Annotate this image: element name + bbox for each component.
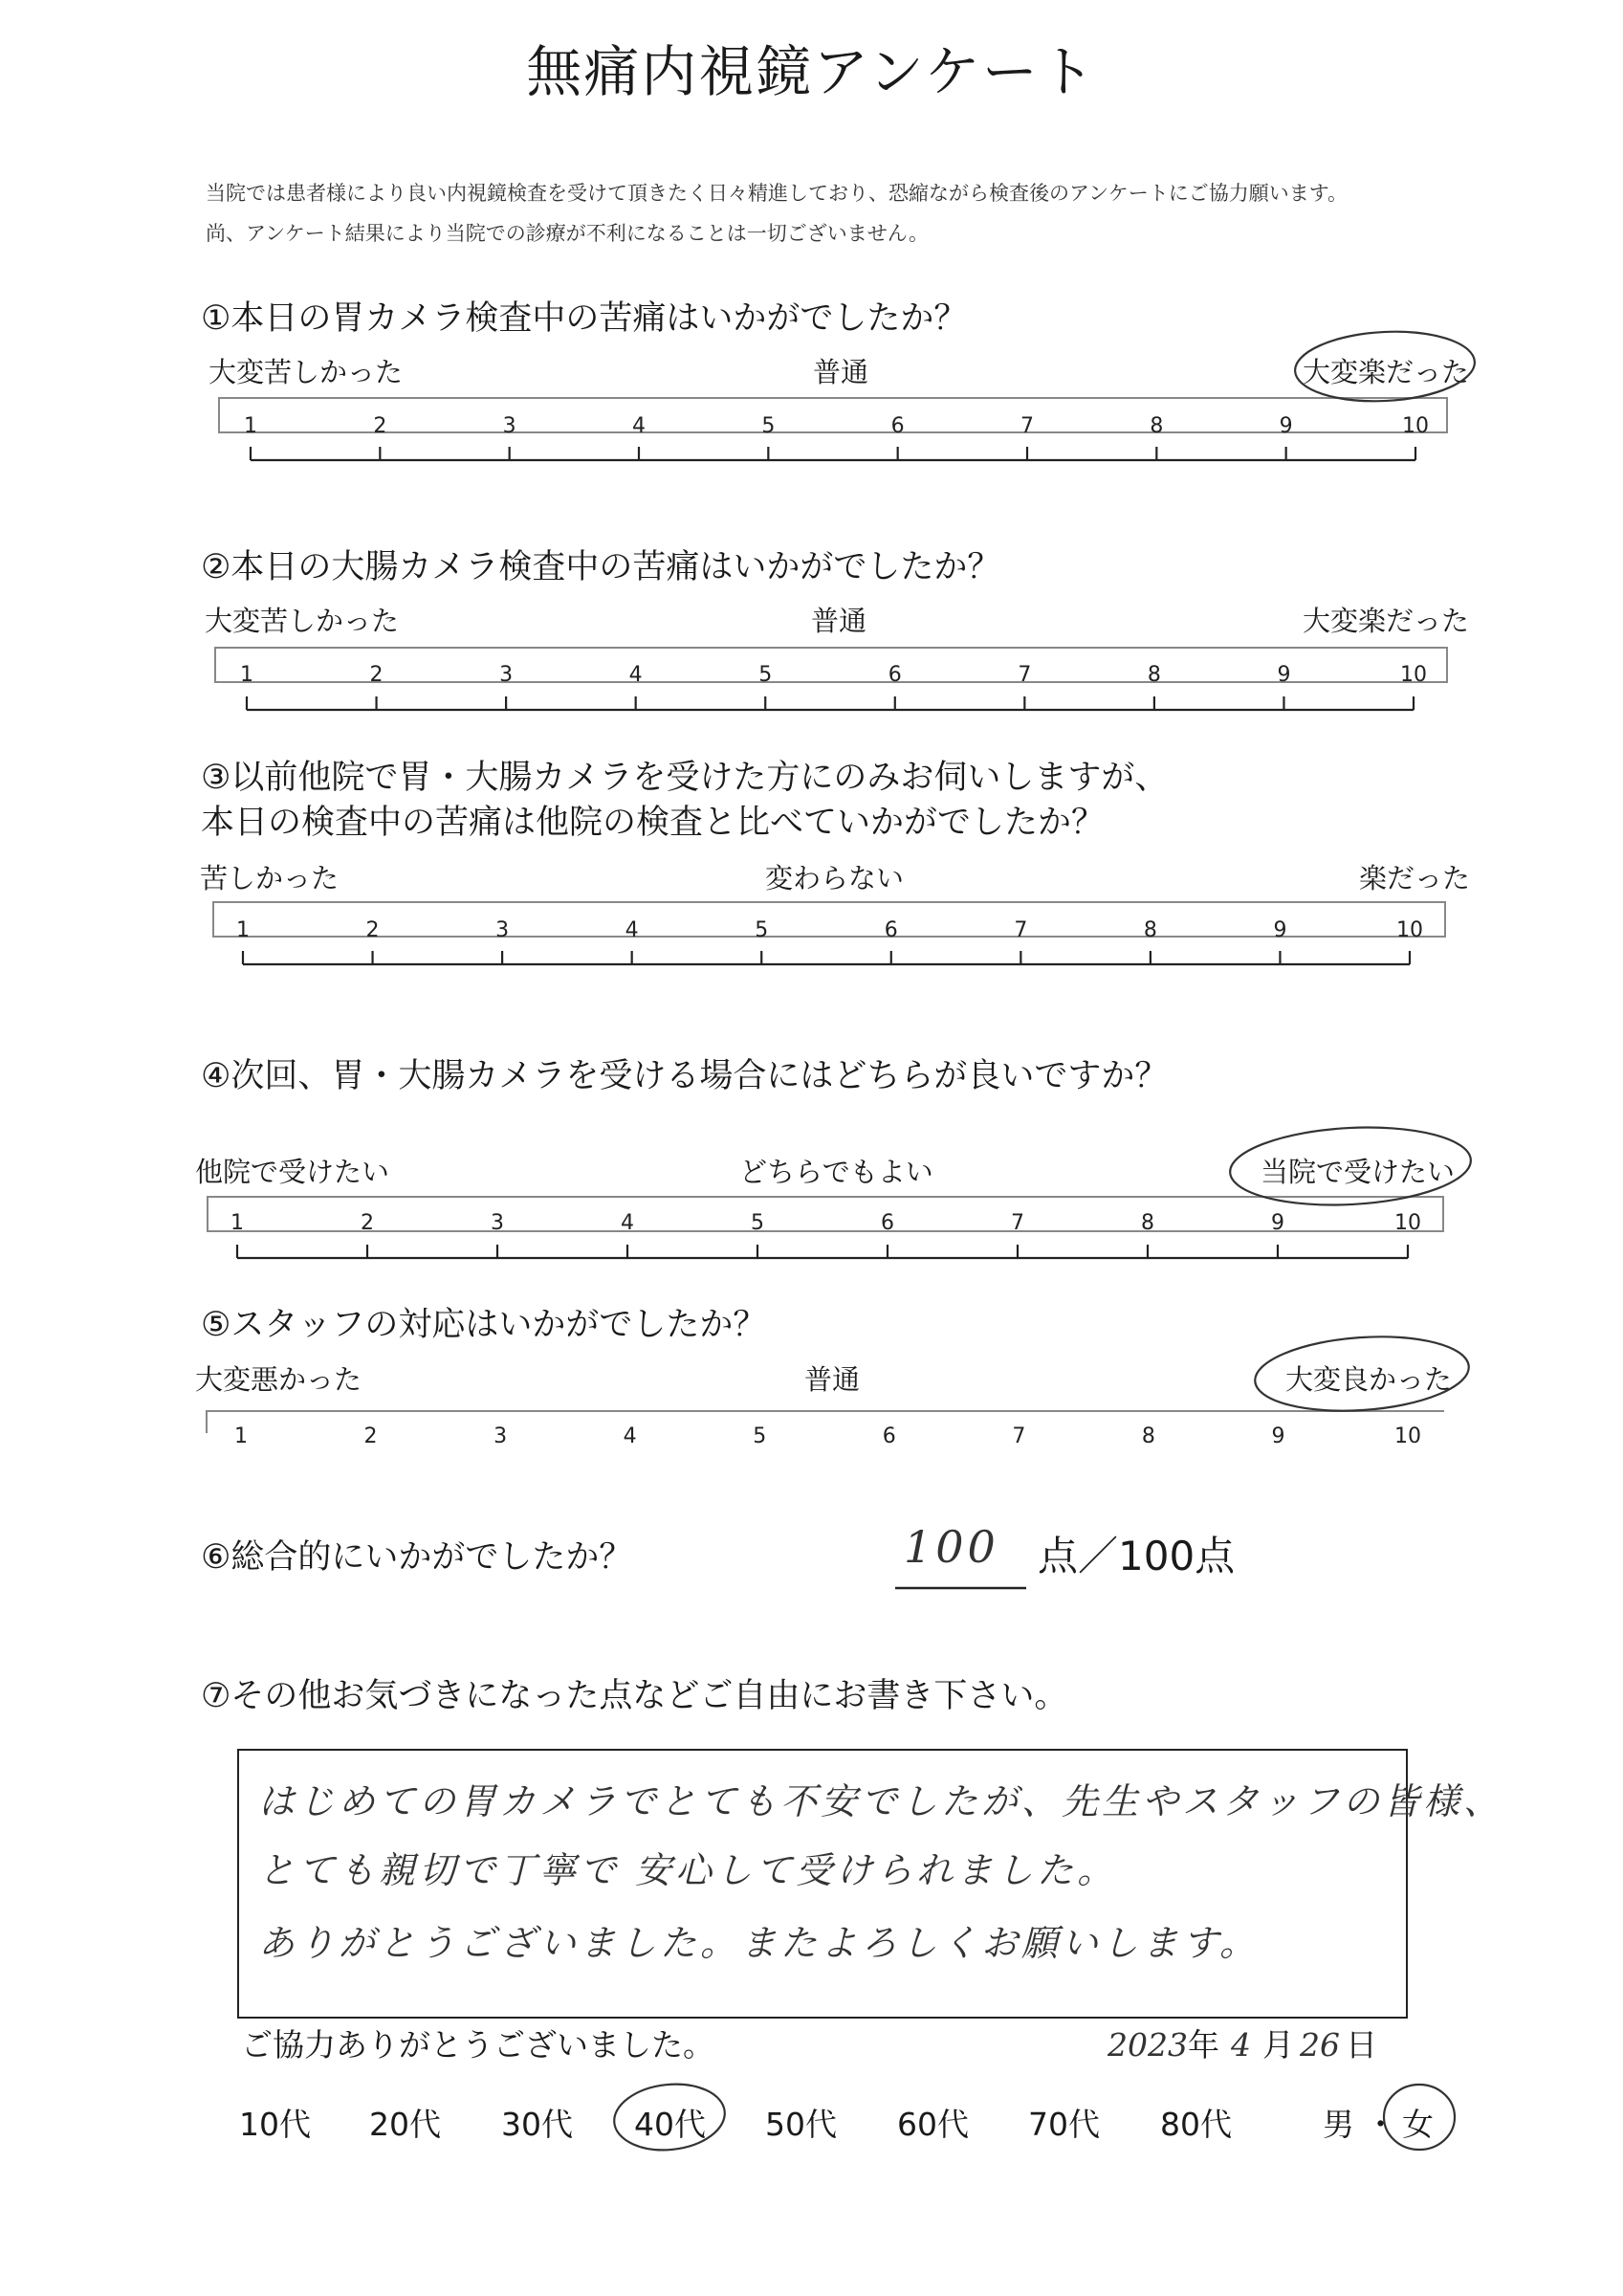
- q5-scale-number-4[interactable]: 4: [623, 1424, 637, 1448]
- gender-separator: ・: [1365, 2106, 1396, 2143]
- date-month-suffix: 月: [1261, 2026, 1294, 2064]
- q3-scale-number-1[interactable]: 1: [236, 918, 250, 942]
- q5-scale-number-6[interactable]: 6: [882, 1424, 896, 1448]
- q5-scale-number-1[interactable]: 1: [234, 1424, 248, 1448]
- q1-left-label: 大変苦しかった: [208, 356, 404, 388]
- q3-scale[interactable]: [212, 901, 1446, 938]
- q1-mid-label: 普通: [813, 356, 869, 388]
- q2-scale-number-10[interactable]: 10: [1400, 663, 1427, 687]
- question-2: ②本日の大腸カメラ検査中の苦痛はいかがでしたか？: [201, 548, 1001, 586]
- intro-line-2: 尚、アンケート結果により当院での診療が不利になることは一切ございません。: [206, 222, 929, 245]
- q4-left-label: 他院で受けたい: [195, 1156, 390, 1188]
- q5-mid-label: 普通: [804, 1363, 861, 1396]
- question-6: ⑥総合的にいかがでしたか？: [201, 1538, 633, 1577]
- q1-scale-number-3[interactable]: 3: [502, 414, 516, 438]
- q4-scale-number-9[interactable]: 9: [1271, 1211, 1284, 1235]
- q4-scale-number-8[interactable]: 8: [1141, 1211, 1154, 1235]
- total-score-answer[interactable]: 100: [904, 1521, 999, 1573]
- q2-scale-number-2[interactable]: 2: [369, 663, 384, 687]
- q2-scale-number-3[interactable]: 3: [499, 663, 514, 687]
- q5-scale-number-3[interactable]: 3: [493, 1424, 508, 1448]
- intro-line-1: 当院では患者様により良い内視鏡検査を受けて頂きたく日々精進しており、恐縮ながら検査後のアンケートにご協力願います。: [206, 182, 1349, 205]
- q1-scale-number-9[interactable]: 9: [1279, 414, 1293, 438]
- q3-scale-number-9[interactable]: 9: [1273, 918, 1287, 942]
- gender-female[interactable]: 女: [1402, 2106, 1434, 2143]
- q5-right-label[interactable]: 大変良かった: [1285, 1363, 1453, 1396]
- q2-scale-number-1[interactable]: 1: [240, 663, 253, 687]
- q3-scale-number-10[interactable]: 10: [1396, 918, 1423, 942]
- age-30s[interactable]: 30代: [501, 2106, 573, 2143]
- q2-scale-number-5[interactable]: 5: [758, 663, 773, 687]
- q1-scale-number-1[interactable]: 1: [244, 414, 257, 438]
- q3-scale-number-6[interactable]: 6: [884, 918, 898, 942]
- q3-scale-number-7[interactable]: 7: [1014, 918, 1028, 942]
- q4-mid-label: どちらでもよい: [739, 1156, 933, 1188]
- question-1: ①本日の胃カメラ検査中の苦痛はいかがでしたか？: [201, 299, 968, 338]
- page-title: 無痛内視鏡アンケート: [526, 39, 1097, 104]
- q5-left-label: 大変悪かった: [195, 1363, 362, 1396]
- q5-scale-number-8[interactable]: 8: [1141, 1424, 1155, 1448]
- q4-scale-number-3[interactable]: 3: [491, 1211, 504, 1235]
- q4-scale-number-7[interactable]: 7: [1011, 1211, 1024, 1235]
- q3-left-label: 苦しかった: [200, 862, 340, 894]
- q1-scale-number-8[interactable]: 8: [1150, 414, 1164, 438]
- q4-scale-number-6[interactable]: 6: [881, 1211, 894, 1235]
- q3-scale-number-3[interactable]: 3: [495, 918, 510, 942]
- age-20s[interactable]: 20代: [369, 2106, 441, 2143]
- age-40s[interactable]: 40代: [634, 2106, 706, 2143]
- q4-scale-number-2[interactable]: 2: [361, 1211, 374, 1235]
- q1-scale[interactable]: [218, 397, 1448, 433]
- age-50s[interactable]: 50代: [765, 2106, 837, 2143]
- question-4: ④次回、胃・大腸カメラを受ける場合にはどちらが良いですか？: [201, 1057, 1169, 1095]
- date-day-suffix: 日: [1345, 2026, 1377, 2064]
- age-10s[interactable]: 10代: [239, 2106, 311, 2143]
- q4-scale-number-4[interactable]: 4: [621, 1211, 634, 1235]
- question-3-line-2: 本日の検査中の苦痛は他院の検査と比べていかがでしたか？: [201, 804, 1106, 842]
- thanks-text: ご協力ありがとうございました。: [241, 2026, 714, 2064]
- q2-mid-label: 普通: [811, 605, 867, 637]
- q2-scale-number-4[interactable]: 4: [628, 663, 643, 687]
- q2-scale[interactable]: [214, 647, 1448, 683]
- q4-scale-number-5[interactable]: 5: [751, 1211, 764, 1235]
- age-60s[interactable]: 60代: [897, 2106, 969, 2143]
- gender-male[interactable]: 男: [1323, 2106, 1354, 2143]
- date-year-suffix: 年: [1187, 2026, 1219, 2064]
- q2-right-label[interactable]: 大変楽だった: [1303, 605, 1470, 637]
- q1-scale-number-7[interactable]: 7: [1020, 414, 1034, 438]
- q5-scale-number-7[interactable]: 7: [1012, 1424, 1026, 1448]
- q3-right-label[interactable]: 楽だった: [1359, 862, 1471, 894]
- q1-scale-number-10[interactable]: 10: [1402, 414, 1429, 438]
- q2-left-label: 大変苦しかった: [205, 605, 400, 637]
- q3-scale-number-4[interactable]: 4: [625, 918, 639, 942]
- q2-scale-number-9[interactable]: 9: [1277, 663, 1291, 687]
- q3-scale-number-5[interactable]: 5: [755, 918, 769, 942]
- age-70s[interactable]: 70代: [1028, 2106, 1100, 2143]
- q1-scale-number-5[interactable]: 5: [761, 414, 776, 438]
- total-score-suffix: 点／100点: [1038, 1533, 1236, 1579]
- question-3-line-1: ③以前他院で胃・大腸カメラを受けた方にのみお伺いしますが、: [201, 759, 1169, 797]
- q4-scale[interactable]: [207, 1196, 1444, 1232]
- q2-scale-number-7[interactable]: 7: [1018, 663, 1032, 687]
- date-field[interactable]: [1108, 2020, 1377, 2065]
- q2-scale-number-8[interactable]: 8: [1147, 663, 1161, 687]
- q5-scale-number-9[interactable]: 9: [1271, 1424, 1285, 1448]
- comment-line-1: はじめての胃カメラでとても不安でしたが、先生やスタッフの皆様、: [258, 1780, 1504, 1822]
- date-year: 2023: [1108, 2026, 1188, 2064]
- question-7: ⑦その他お気づきになった点などご自由にお書き下さい。: [201, 1677, 1068, 1715]
- date-day: 26: [1299, 2026, 1340, 2064]
- age-80s[interactable]: 80代: [1160, 2106, 1232, 2143]
- question-5: ⑤スタッフの対応はいかがでしたか？: [201, 1306, 767, 1344]
- q1-right-label[interactable]: 大変楽だった: [1303, 356, 1470, 388]
- q3-scale-number-8[interactable]: 8: [1143, 918, 1157, 942]
- q3-mid-label: 変わらない: [765, 862, 905, 894]
- q5-scale-number-10[interactable]: 10: [1394, 1424, 1421, 1448]
- q5-scale-number-2[interactable]: 2: [363, 1424, 378, 1448]
- q1-scale-number-4[interactable]: 4: [632, 414, 646, 438]
- q1-scale-number-6[interactable]: 6: [890, 414, 905, 438]
- comment-line-2: とても親切で丁寧で 安心して受けられました。: [258, 1849, 1118, 1891]
- q4-scale-number-1[interactable]: 1: [230, 1211, 244, 1235]
- q3-scale-number-2[interactable]: 2: [365, 918, 380, 942]
- q4-scale-number-10[interactable]: 10: [1394, 1211, 1421, 1235]
- q2-scale-number-6[interactable]: 6: [888, 663, 902, 687]
- q4-right-label[interactable]: 当院で受けたい: [1261, 1156, 1456, 1188]
- q1-scale-number-2[interactable]: 2: [373, 414, 387, 438]
- comment-line-3: ありがとうございました。またよろしくお願いします。: [258, 1922, 1260, 1964]
- date-month: 4: [1230, 2026, 1251, 2064]
- q5-scale-number-5[interactable]: 5: [753, 1424, 767, 1448]
